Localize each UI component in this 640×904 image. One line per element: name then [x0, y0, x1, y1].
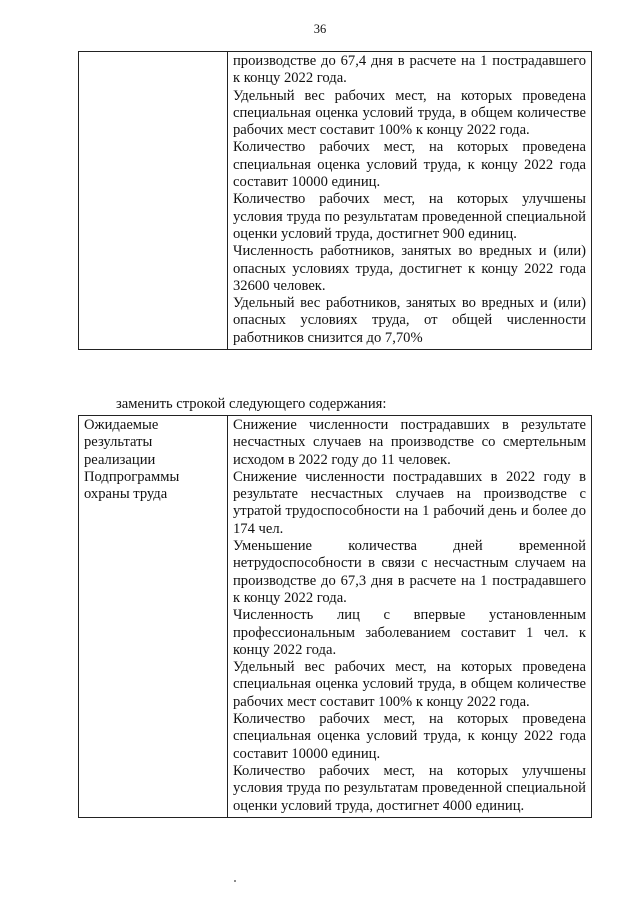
bottom-paragraph-7: Количество рабочих мест, на которых улучшены условия труда по результатам проведенной специальной оценки условий труда, достигнет 4000 единиц. — [233, 762, 586, 814]
bottom-table-left-cell: Ожидаемые результаты реализации Подпрограммы охраны труда — [79, 416, 228, 818]
bottom-table — [78, 415, 592, 818]
top-table-left-cell — [79, 52, 228, 350]
page-number: 36 — [313, 22, 327, 36]
scan-mark — [234, 880, 236, 882]
bottom-paragraph-5: Удельный вес рабочих мест, на которых проведена специальная оценка условий труда, в общем количестве рабочих мест составит 100% к концу 2022 года. — [233, 659, 586, 710]
top-paragraph-3: Количество рабочих мест, на которых проведена специальная оценка условий труда, к концу 2022 года составит 10000 единиц. — [233, 139, 586, 191]
bottom-table-right-cell — [228, 416, 592, 818]
table-row — [79, 52, 592, 350]
bottom-paragraph-4: Численность лиц с впервые установленным профессиональным заболеванием составит 1 чел. к концу 2022 года. — [233, 607, 586, 658]
intro-text: заменить строкой следующего содержания: — [116, 396, 387, 412]
top-paragraph-1: производстве до 67,4 дня в расчете на 1 пострадавшего к концу 2022 года. — [233, 53, 586, 87]
bottom-paragraph-6: Количество рабочих мест, на которых проведена специальная оценка условий труда, к концу 2022 года составит 10000 единиц. — [233, 711, 586, 762]
top-paragraph-5: Численность работников, занятых во вредных и (или) опасных условиях труда, достигнет к концу 2022 года 32600 человек. — [233, 243, 586, 294]
top-paragraph-4: Количество рабочих мест, на которых улучшены условия труда по результатам проведенной специальной оценки условий труда, достигнет 900 единиц. — [233, 191, 586, 242]
top-table-right-cell — [228, 52, 592, 350]
bottom-paragraph-3: Уменьшение количества дней временной нетрудоспособности в связи с несчастным случаем на производстве до 67,3 дня в расчете на 1 пострадавшего к концу 2022 года. — [233, 538, 586, 606]
top-table — [78, 51, 592, 350]
top-paragraph-2: Удельный вес рабочих мест, на которых проведена специальная оценка условий труда, в общем количестве рабочих мест составит 100% к концу 2022 года. — [233, 87, 586, 139]
table-row — [79, 416, 592, 818]
bottom-paragraph-1: Снижение численности пострадавших в результате несчастных случаев на производстве со смертельным исходом в 2022 году до 11 человек. — [233, 417, 586, 468]
top-paragraph-6: Удельный вес работников, занятых во вредных и (или) опасных условиях труда, от общей численности работников снизится до 7,70% — [233, 295, 586, 346]
bottom-paragraph-2: Снижение численности пострадавших в 2022 году в результате несчастных случаев на производстве с утратой трудоспособности на 1 рабочий день и более до 174 чел. — [233, 468, 586, 537]
